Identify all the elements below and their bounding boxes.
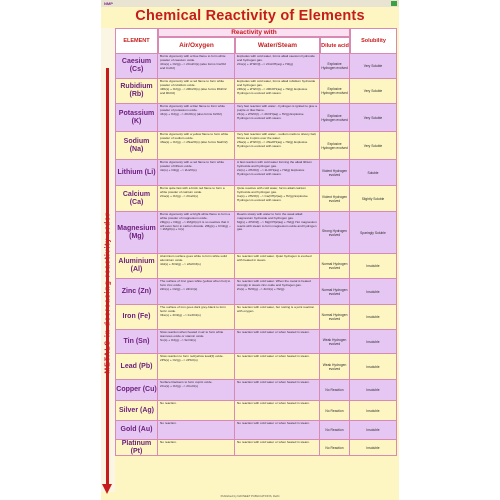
water-reaction-text: Very fast reaction with water - hydrogen is ignited to give a purple or lilac flame. [237, 104, 317, 112]
element-cell [115, 330, 158, 354]
element-cell [115, 212, 158, 254]
air-oxygen-cell [158, 186, 235, 212]
corner-badge-icon [391, 1, 397, 6]
water-steam-cell [235, 104, 320, 132]
water-reaction-text: No reaction with cold water or when heated in steam. [237, 380, 310, 384]
dilute-acid-text: Explosive Hydrogen evolved [321, 87, 348, 95]
water-reaction-text: A fast reaction with cold water forming the alkali lithium hydroxide and hydrogen gas. [237, 160, 312, 168]
water-steam-cell [235, 330, 320, 354]
water-reaction-text: No reaction with cold water. Quiet hydrogen is evolved with heated in steam. [237, 254, 312, 262]
dilute-acid-text: Normal Hydrogen evolved [321, 287, 348, 296]
water-reaction-text: No reaction with cold water or when heated in steam. [237, 401, 310, 405]
air-oxygen-cell [158, 401, 235, 421]
solubility-text: Insoluble [366, 364, 380, 369]
water-steam-cell [235, 186, 320, 212]
table-row [115, 380, 397, 401]
air-equation: 2Mg(s) + O2(g) --> 2MgO(s) It is so reactive that it will even burn in carbon dioxide. 2Mg(s) + CO2(g) --> 2MgO(s) + C(s) [160, 219, 232, 232]
water-equation: Mg(s) + 2H2O(l) --> Mg(OH)2(aq) + H2(g) Hot magnesium reacts with steam to form magnesium oxide and hydrogen gas. [237, 219, 317, 232]
solubility-text: Insoluble [366, 289, 380, 294]
header-air-oxygen: Air/Oxygen [158, 37, 235, 54]
publisher-logo: NMP [104, 1, 113, 6]
table-row [115, 54, 397, 79]
dilute-acid-text: Strong Hydrogen evolved [322, 228, 347, 237]
air-reaction-text: The surface of zinc goes white (yellow when hot) to form zinc oxide. [160, 279, 231, 287]
air-oxygen-cell [158, 421, 235, 440]
element-cell [115, 279, 158, 305]
solubility-text: Insoluble [366, 339, 380, 344]
solubility-cell [350, 279, 397, 305]
water-equation: 2K(s) + 2H2O(l) --> 2KOH(aq) + H2(g) Explosive Hydrogen is evolved with steam. [237, 111, 304, 120]
solubility-text: Very Soluble [363, 89, 383, 93]
dilute-acid-cell [320, 54, 350, 79]
air-reaction-text: Burns vigorously with a yellow flame to form white powder of sodium oxide. [160, 132, 229, 140]
solubility-cell [350, 186, 397, 212]
element-cell [115, 54, 158, 79]
air-reaction-text: No reaction. [160, 440, 177, 444]
dilute-acid-text: Explosive Hydrogen evolved [321, 141, 348, 150]
air-oxygen-cell [158, 380, 235, 401]
element-name: Copper (Cu) [116, 386, 157, 393]
table-row [115, 79, 397, 104]
element-name: Silver (Ag) [118, 406, 154, 414]
dilute-acid-cell [320, 212, 350, 254]
solubility-text: Insoluble [366, 264, 380, 268]
air-oxygen-cell [158, 440, 235, 456]
element-name: Caesium (Cs) [121, 58, 152, 73]
element-cell [115, 254, 158, 279]
chart-poster [101, 0, 399, 500]
air-equation: 4Li(s) + O2(g) --> 2Li2O(s) [160, 167, 197, 172]
element-name: Lead (Pb) [120, 362, 153, 370]
dilute-acid-cell [320, 160, 350, 186]
solubility-text: Insoluble [366, 408, 380, 413]
element-name: Lithium (Li) [117, 168, 156, 176]
publisher-footer: Published by NAVNEET PUBLICATIONS, Delhi [220, 494, 280, 498]
header-dilute-acid: Dilute acid [320, 37, 350, 54]
element-cell [115, 401, 158, 421]
element-name: Aluminium (Al) [118, 258, 155, 273]
solubility-cell [350, 330, 397, 354]
air-oxygen-cell [158, 330, 235, 354]
table-row [115, 330, 397, 354]
air-equation: 4Na(s) + O2(g) --> 2Na2O(s) (also forms Na2O2) [160, 139, 228, 144]
dilute-acid-cell [320, 421, 350, 440]
water-equation: Ca(s) + 2H2O(l) --> Ca(OH)2(aq) + H2(g) Explosive Hydrogen is evolved with steam. [237, 193, 308, 202]
dilute-acid-text: Weak Hydrogen evolved [322, 362, 347, 371]
solubility-text: Insoluble [366, 445, 380, 450]
water-reaction-text: No reaction with cold water or when heated in steam. [237, 440, 310, 444]
table-row [115, 305, 397, 330]
air-reaction-text: No reaction. [160, 401, 177, 405]
air-reaction-text: Burns vigorously with a bright white flame to form a white powder of magnesium oxide. [160, 212, 230, 220]
dilute-acid-text: No Reaction [325, 428, 344, 432]
water-steam-cell [235, 305, 320, 330]
air-reaction-text: Burns vigorously with a lilac flame to form white powder of potassium oxide. [160, 104, 225, 112]
dilute-acid-cell [320, 132, 350, 160]
air-equation: Sn(s) + O2(g) --> SnO2(s) [160, 337, 196, 342]
header-solubility: Solubility [350, 28, 397, 54]
table-row [115, 421, 397, 440]
solubility-cell [350, 354, 397, 380]
solubility-text: Sparingly Soluble [360, 230, 386, 235]
air-oxygen-cell [158, 104, 235, 132]
air-equation: 2Pb(s) + O2(g) --> 2PbO(s) [160, 358, 198, 363]
element-cell [115, 132, 158, 160]
dilute-acid-text: Explosive Hydrogen evolved [321, 62, 348, 70]
dilute-acid-cell [320, 354, 350, 380]
air-oxygen-cell [158, 279, 235, 305]
air-oxygen-cell [158, 132, 235, 160]
dilute-acid-text: Normal Hydrogen evolved [321, 313, 348, 321]
reactivity-sidebar [101, 28, 115, 492]
table-row [115, 132, 397, 160]
table-row [115, 279, 397, 305]
solubility-text: Insoluble [366, 315, 380, 319]
air-equation: 2Cu(s) + O2(g) --> 2CuO(s) [160, 384, 198, 389]
element-name: Tin (Sn) [123, 337, 150, 345]
air-reaction-text: Burns vigorously with a red flame to form white powder of lithium oxide. [160, 160, 225, 168]
water-steam-cell [235, 54, 320, 79]
solubility-cell [350, 54, 397, 79]
solubility-text: Slightly Soluble [361, 196, 385, 201]
element-cell [115, 104, 158, 132]
solubility-text: Insoluble [366, 388, 380, 392]
element-name: Iron (Fe) [122, 313, 151, 320]
air-reaction-text: The surface of iron goes dark grey-black to form ferric oxide. [160, 305, 226, 313]
element-cell [115, 160, 158, 186]
solubility-cell [350, 421, 397, 440]
solubility-cell [350, 79, 397, 104]
air-equation: 4Al(s) + 3O2(g) --> 2Al2O3(s) [160, 261, 201, 266]
water-equation: 2Li(s) + 2H2O(l) --> 2LiOH(aq) + H2(g) Explosive Hydrogen is evolved with steam. [237, 167, 305, 176]
air-equation: 4K(s) + O2(g) --> 2K2O(s) (also forms K2O2) [160, 111, 222, 116]
solubility-cell [350, 212, 397, 254]
element-name: Platinum (Pt) [121, 440, 152, 455]
element-name: Sodium (Na) [123, 137, 150, 153]
dilute-acid-text: Violent Hydrogen evolved [321, 168, 348, 177]
dilute-acid-cell [320, 104, 350, 132]
water-steam-cell [235, 354, 320, 380]
sidebar-label: METALS in decreasing reactivity order [104, 212, 112, 374]
dilute-acid-text: No Reaction [325, 388, 344, 392]
air-reaction-text: Burns vigorously with a blue flame to form white powder of caesium oxide. [160, 54, 226, 62]
table-row [115, 104, 397, 132]
dilute-acid-cell [320, 330, 350, 354]
element-name: Rubidium (Rb) [120, 83, 153, 98]
element-name: Potassium (K) [118, 109, 155, 125]
dilute-acid-cell [320, 279, 350, 305]
air-oxygen-cell [158, 254, 235, 279]
header-element: ELEMENT [115, 28, 158, 54]
dilute-acid-cell [320, 401, 350, 421]
water-reaction-text: Very fast reaction with water - sodium melts to silvery ball, fizzes as it spins over the water. [237, 132, 317, 140]
solubility-cell [350, 401, 397, 421]
solubility-text: Insoluble [366, 428, 380, 432]
water-steam-cell [235, 380, 320, 401]
water-reaction-text: No reaction with cold water or when heated in steam. [237, 421, 310, 425]
dilute-acid-cell [320, 79, 350, 104]
element-cell [115, 421, 158, 440]
air-reaction-text: Aluminium surface goes white to form white solid aluminium oxide. [160, 254, 227, 262]
element-cell [115, 305, 158, 330]
air-reaction-text: No reaction. [160, 421, 177, 425]
dilute-acid-text: Explosive Hydrogen evolved [321, 113, 348, 122]
water-steam-cell [235, 254, 320, 279]
air-reaction-text: Slow reaction when heated in air to form white stannous oxide or stannic oxide. [160, 330, 224, 338]
air-oxygen-cell [158, 212, 235, 254]
solubility-cell [350, 440, 397, 456]
header-water-steam: Water/Steam [235, 37, 320, 54]
table-row [115, 186, 397, 212]
element-name: Zinc (Zn) [121, 287, 152, 295]
water-steam-cell [235, 421, 320, 440]
solubility-cell [350, 132, 397, 160]
air-oxygen-cell [158, 305, 235, 330]
table-row [115, 254, 397, 279]
dilute-acid-text: Violent Hydrogen evolved [321, 194, 348, 203]
air-equation: 2Ca(s) + O2(g) --> 2CaO(s) [160, 193, 198, 198]
air-reaction-text: Burns quite fast with a brick red flame to form a white powder of calcium oxide. [160, 186, 225, 194]
element-cell [115, 79, 158, 104]
dilute-acid-cell [320, 305, 350, 330]
reactivity-with-header: Reactivity with [158, 28, 350, 37]
air-equation: 4Cs(s) + O2(g) --> 2Cs2O(s) (also forms Cs2O2 and CsO2) [160, 61, 227, 70]
water-reaction-text: No reaction with cold water or when heated in steam. [237, 354, 310, 358]
solubility-text: Very Soluble [363, 64, 383, 68]
table-row [115, 160, 397, 186]
water-reaction-text: Reacts slowly with water to form the weak alkali magnesium hydroxide and hydrogen gas. [237, 212, 303, 220]
water-equation: 2Na(s) + 2H2O(l) --> 2NaOH(aq) + H2(g) Explosive Hydrogen is evolved with steam. [237, 139, 308, 148]
element-cell [115, 440, 158, 456]
air-equation: 4Rb(s) + O2(g) --> 2Rb2O(s) (also forms Rb2O2 and RbO2) [160, 86, 227, 95]
water-steam-cell [235, 279, 320, 305]
dilute-acid-cell [320, 254, 350, 279]
water-steam-cell [235, 132, 320, 160]
water-reaction-text: No reaction with cold water. When the metal is heated strongly in steam zinc oxide and hydrogen gas. [237, 279, 311, 287]
water-steam-cell [235, 212, 320, 254]
solubility-cell [350, 380, 397, 401]
solubility-text: Very Soluble [363, 143, 383, 148]
element-cell [115, 380, 158, 401]
air-equation: 3Fe(s) + 2O2(g) --> Fe3O4(s) [160, 312, 201, 317]
table-row [115, 440, 397, 456]
air-reaction-text: Burns vigorously with a red flame to form white powder of rubidium oxide. [160, 79, 225, 87]
water-steam-cell [235, 401, 320, 421]
water-reaction-text: Quite reactive with cold water, forms alkali calcium hydroxide and hydrogen gas. [237, 186, 306, 194]
table-row [115, 354, 397, 380]
air-equation: 2Zn(s) + O2(g) --> 2ZnO(s) [160, 286, 198, 291]
solubility-cell [350, 160, 397, 186]
water-equation: 2Cs(s) + 2H2O(l) --> 2CsOH(aq) + H2(g) [237, 61, 293, 66]
element-name: Calcium (Ca) [122, 190, 151, 206]
top-bar [101, 0, 399, 7]
air-oxygen-cell [158, 54, 235, 79]
water-reaction-text: No reaction with cold water, but rusting is a joint reaction with oxygen. [237, 305, 315, 313]
element-cell [115, 354, 158, 380]
water-reaction-text: Explodes with cold water, forms alkali caesium hydroxide and hydrogen gas. [237, 54, 315, 62]
table-row [115, 401, 397, 421]
water-equation: 2Rb(s) + 2H2O(l) --> 2RbOH(aq) + H2(g) Explosive Hydrogen is evolved with steam. [237, 86, 308, 95]
water-equation: Zn(s) + H2O(g) --> ZnO(s) + H2(g) [237, 286, 285, 291]
dilute-acid-cell [320, 186, 350, 212]
water-steam-cell [235, 440, 320, 456]
solubility-cell [350, 305, 397, 330]
water-reaction-text: Explodes with cold water, forms alkali rubidium hydroxide and hydrogen gas. [237, 79, 316, 87]
element-cell [115, 186, 158, 212]
air-oxygen-cell [158, 354, 235, 380]
element-name: Gold (Au) [120, 426, 153, 433]
dilute-acid-text: No Reaction [325, 445, 344, 450]
dilute-acid-text: Normal Hydrogen evolved [321, 262, 348, 270]
solubility-text: Soluble [367, 170, 379, 175]
air-reaction-text: Slow reaction to form red/yellow lead(II) oxide. [160, 354, 224, 358]
water-reaction-text: No reaction with cold water or when heated in steam. [237, 330, 310, 334]
page-title: Chemical Reactivity of Elements [135, 8, 365, 24]
dilute-acid-text: Weak Hydrogen evolved [322, 337, 347, 346]
solubility-cell [350, 104, 397, 132]
water-steam-cell [235, 79, 320, 104]
element-name: Magnesium (Mg) [117, 224, 156, 240]
solubility-text: Very Soluble [363, 115, 383, 120]
air-oxygen-cell [158, 160, 235, 186]
dilute-acid-cell [320, 440, 350, 456]
air-oxygen-cell [158, 79, 235, 104]
solubility-cell [350, 254, 397, 279]
table-row [115, 212, 397, 254]
air-reaction-text: Surface blackens to form cupric oxide. [160, 380, 213, 384]
dilute-acid-text: No Reaction [325, 408, 344, 413]
water-steam-cell [235, 160, 320, 186]
dilute-acid-cell [320, 380, 350, 401]
